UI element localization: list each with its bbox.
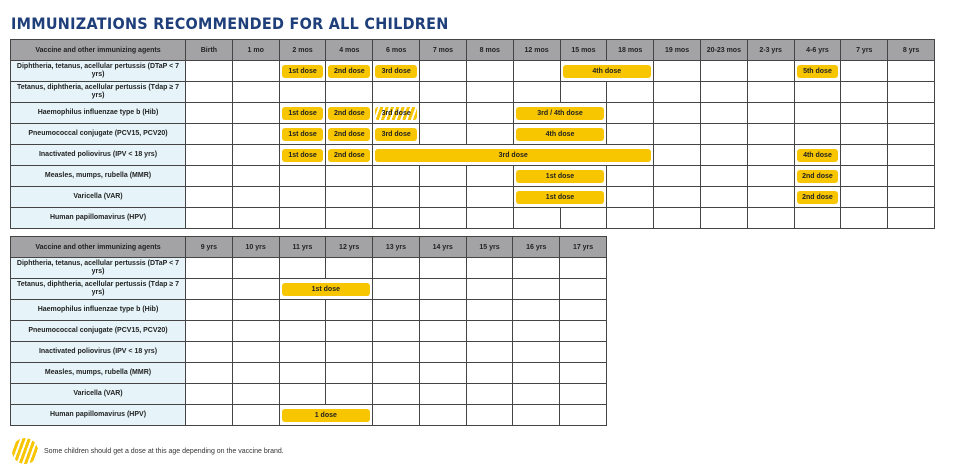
empty-cell (186, 124, 233, 145)
empty-cell (841, 145, 888, 166)
vaccine-name: Inactivated poliovirus (IPV < 18 yrs) (11, 342, 186, 363)
empty-cell (186, 279, 233, 300)
empty-cell (279, 166, 326, 187)
empty-cell (513, 363, 560, 384)
empty-cell (419, 384, 466, 405)
brand-dependent-dose-bar: 3rd dose (375, 107, 417, 120)
empty-cell (279, 300, 326, 321)
empty-cell (186, 363, 233, 384)
empty-cell (186, 405, 233, 426)
dose-cell (326, 103, 373, 124)
vaccine-name: Pneumococcal conjugate (PCV15, PCV20) (11, 124, 186, 145)
table-row (11, 279, 607, 300)
empty-cell (607, 82, 654, 103)
empty-cell (888, 103, 935, 124)
dose-bar: 5th dose (797, 65, 839, 78)
empty-cell (654, 124, 701, 145)
empty-cell (700, 145, 747, 166)
page-title: IMMUNIZATIONS RECOMMENDED FOR ALL CHILDREN (11, 14, 449, 33)
empty-cell (186, 321, 233, 342)
empty-cell (654, 82, 701, 103)
age-column-header: 14 yrs (419, 237, 466, 258)
dose-cell (513, 103, 607, 124)
age-column-header: 8 mos (466, 40, 513, 61)
empty-cell (373, 300, 420, 321)
empty-cell (560, 300, 607, 321)
empty-cell (654, 166, 701, 187)
vaccine-name: Varicella (VAR) (11, 384, 186, 405)
empty-cell (279, 82, 326, 103)
dose-cell (560, 61, 654, 82)
empty-cell (513, 279, 560, 300)
empty-cell (186, 300, 233, 321)
empty-cell (466, 321, 513, 342)
table-row (11, 124, 935, 145)
table-row (11, 363, 607, 384)
age-column-header: 9 yrs (186, 237, 233, 258)
empty-cell (232, 187, 279, 208)
table-row (11, 321, 607, 342)
empty-cell (560, 405, 607, 426)
dose-bar: 2nd dose (328, 128, 370, 141)
empty-cell (888, 145, 935, 166)
empty-cell (326, 166, 373, 187)
empty-cell (420, 208, 467, 229)
vaccine-name: Inactivated poliovirus (IPV < 18 yrs) (11, 145, 186, 166)
empty-cell (794, 124, 841, 145)
age-column-header: 8 yrs (888, 40, 935, 61)
dose-bar: 2nd dose (797, 191, 839, 204)
dose-bar: 3rd dose (375, 128, 417, 141)
empty-cell (419, 342, 466, 363)
vaccine-name: Pneumococcal conjugate (PCV15, PCV20) (11, 321, 186, 342)
empty-cell (700, 61, 747, 82)
vaccine-name: Haemophilus influenzae type b (Hib) (11, 103, 186, 124)
empty-cell (186, 258, 233, 279)
empty-cell (326, 384, 373, 405)
empty-cell (466, 258, 513, 279)
empty-cell (888, 166, 935, 187)
empty-cell (466, 363, 513, 384)
vaccine-name: Human papillomavirus (HPV) (11, 208, 186, 229)
empty-cell (279, 384, 326, 405)
dose-cell (373, 145, 654, 166)
empty-cell (419, 258, 466, 279)
table-row (11, 384, 607, 405)
table-row (11, 61, 935, 82)
empty-cell (326, 82, 373, 103)
empty-cell (607, 166, 654, 187)
empty-cell (232, 145, 279, 166)
table-row (11, 258, 607, 279)
table-row (11, 82, 935, 103)
empty-cell (326, 258, 373, 279)
dose-bar: 4th dose (563, 65, 652, 78)
empty-cell (513, 258, 560, 279)
immunization-table-9-to-17 (10, 236, 607, 426)
legend-text: Some children should get a dose at this age depending on the vaccine brand. (44, 447, 284, 455)
empty-cell (560, 258, 607, 279)
empty-cell (420, 166, 467, 187)
table-row (11, 103, 935, 124)
dose-cell (326, 124, 373, 145)
dose-cell (513, 124, 607, 145)
empty-cell (186, 342, 233, 363)
empty-cell (279, 321, 326, 342)
empty-cell (186, 61, 233, 82)
empty-cell (326, 321, 373, 342)
empty-cell (186, 82, 233, 103)
empty-cell (513, 300, 560, 321)
empty-cell (419, 405, 466, 426)
empty-cell (607, 208, 654, 229)
empty-cell (232, 363, 279, 384)
empty-cell (419, 300, 466, 321)
dose-bar: 3rd dose (375, 65, 417, 78)
empty-cell (700, 82, 747, 103)
dose-bar: 3rd / 4th dose (516, 107, 605, 120)
dose-cell (373, 61, 420, 82)
vaccine-name: Measles, mumps, rubella (MMR) (11, 166, 186, 187)
empty-cell (794, 103, 841, 124)
age-column-header: 7 mos (420, 40, 467, 61)
empty-cell (841, 187, 888, 208)
table-row (11, 145, 935, 166)
empty-cell (232, 61, 279, 82)
empty-cell (560, 342, 607, 363)
empty-cell (841, 61, 888, 82)
empty-cell (373, 82, 420, 103)
age-column-header: 2 mos (279, 40, 326, 61)
empty-cell (513, 384, 560, 405)
vaccine-name: Haemophilus influenzae type b (Hib) (11, 300, 186, 321)
dose-cell (279, 145, 326, 166)
age-column-header: 15 yrs (466, 237, 513, 258)
empty-cell (466, 279, 513, 300)
age-column-header: 19 mos (654, 40, 701, 61)
age-column-header: 20-23 mos (700, 40, 747, 61)
legend (12, 438, 284, 464)
empty-cell (747, 61, 794, 82)
empty-cell (186, 384, 233, 405)
empty-cell (841, 103, 888, 124)
empty-cell (420, 124, 467, 145)
empty-cell (700, 208, 747, 229)
table-row (11, 405, 607, 426)
dose-cell (279, 103, 326, 124)
dose-bar: 2nd dose (328, 65, 370, 78)
empty-cell (373, 384, 420, 405)
empty-cell (373, 258, 420, 279)
dose-bar: 1st dose (282, 149, 324, 162)
vaccine-name: Measles, mumps, rubella (MMR) (11, 363, 186, 384)
table-row (11, 342, 607, 363)
empty-cell (326, 363, 373, 384)
age-column-header: 12 yrs (326, 237, 373, 258)
empty-cell (466, 103, 513, 124)
empty-cell (700, 187, 747, 208)
dose-bar: 1st dose (516, 170, 605, 183)
empty-cell (513, 208, 560, 229)
empty-cell (513, 342, 560, 363)
empty-cell (232, 258, 279, 279)
empty-cell (419, 321, 466, 342)
dose-bar: 3rd dose (375, 149, 651, 162)
table-row (11, 300, 607, 321)
empty-cell (560, 279, 607, 300)
empty-cell (419, 363, 466, 384)
dose-cell (326, 61, 373, 82)
dose-cell (794, 61, 841, 82)
empty-cell (232, 342, 279, 363)
empty-cell (560, 208, 607, 229)
dose-bar: 1st dose (282, 283, 371, 296)
empty-cell (232, 405, 279, 426)
empty-cell (232, 103, 279, 124)
vaccine-column-header: Vaccine and other immunizing agents (11, 40, 186, 61)
empty-cell (654, 103, 701, 124)
empty-cell (607, 124, 654, 145)
dose-bar: 4th dose (516, 128, 605, 141)
empty-cell (560, 321, 607, 342)
empty-cell (841, 208, 888, 229)
dose-bar: 4th dose (797, 149, 839, 162)
empty-cell (841, 124, 888, 145)
empty-cell (186, 166, 233, 187)
empty-cell (186, 103, 233, 124)
empty-cell (607, 103, 654, 124)
empty-cell (747, 82, 794, 103)
age-column-header: 11 yrs (279, 237, 326, 258)
age-column-header: 6 mos (373, 40, 420, 61)
empty-cell (232, 300, 279, 321)
striped-dose-icon (12, 438, 38, 464)
empty-cell (654, 208, 701, 229)
table-row (11, 187, 935, 208)
vaccine-name: Human papillomavirus (HPV) (11, 405, 186, 426)
dose-bar: 1st dose (282, 128, 324, 141)
dose-cell (794, 187, 841, 208)
empty-cell (700, 166, 747, 187)
dose-bar: 1 dose (282, 409, 371, 422)
dose-bar: 2nd dose (797, 170, 839, 183)
vaccine-column-header: Vaccine and other immunizing agents (11, 237, 186, 258)
empty-cell (888, 208, 935, 229)
dose-cell (373, 103, 420, 124)
empty-cell (326, 187, 373, 208)
age-column-header: 13 yrs (373, 237, 420, 258)
age-column-header: 7 yrs (841, 40, 888, 61)
empty-cell (279, 363, 326, 384)
empty-cell (466, 384, 513, 405)
empty-cell (747, 145, 794, 166)
age-column-header: 4 mos (326, 40, 373, 61)
empty-cell (560, 82, 607, 103)
empty-cell (186, 208, 233, 229)
empty-cell (466, 124, 513, 145)
age-column-header: 17 yrs (560, 237, 607, 258)
empty-cell (373, 187, 420, 208)
empty-cell (420, 103, 467, 124)
empty-cell (279, 187, 326, 208)
dose-bar: 1st dose (282, 107, 324, 120)
empty-cell (279, 258, 326, 279)
empty-cell (841, 82, 888, 103)
age-column-header: 15 mos (560, 40, 607, 61)
dose-cell (794, 145, 841, 166)
empty-cell (232, 166, 279, 187)
empty-cell (466, 208, 513, 229)
empty-cell (794, 208, 841, 229)
empty-cell (419, 279, 466, 300)
dose-bar: 2nd dose (328, 107, 370, 120)
dose-cell (513, 187, 607, 208)
empty-cell (326, 342, 373, 363)
table-row (11, 208, 935, 229)
empty-cell (186, 187, 233, 208)
dose-cell (326, 145, 373, 166)
empty-cell (607, 187, 654, 208)
empty-cell (279, 342, 326, 363)
age-column-header: 4-6 yrs (794, 40, 841, 61)
empty-cell (654, 145, 701, 166)
empty-cell (513, 405, 560, 426)
empty-cell (466, 82, 513, 103)
empty-cell (747, 208, 794, 229)
immunization-table-birth-to-8 (10, 39, 935, 229)
empty-cell (747, 187, 794, 208)
empty-cell (420, 61, 467, 82)
empty-cell (513, 61, 560, 82)
dose-cell (279, 405, 373, 426)
dose-cell (279, 61, 326, 82)
empty-cell (466, 405, 513, 426)
empty-cell (700, 124, 747, 145)
empty-cell (373, 166, 420, 187)
dose-bar: 1st dose (516, 191, 605, 204)
empty-cell (326, 300, 373, 321)
empty-cell (700, 103, 747, 124)
empty-cell (420, 187, 467, 208)
age-column-header: 2-3 yrs (747, 40, 794, 61)
empty-cell (888, 187, 935, 208)
empty-cell (373, 363, 420, 384)
empty-cell (232, 321, 279, 342)
vaccine-name: Tetanus, diphtheria, acellular pertussis (Tdap ≥ 7 yrs) (11, 82, 186, 103)
empty-cell (560, 363, 607, 384)
dose-bar: 1st dose (282, 65, 324, 78)
empty-cell (186, 145, 233, 166)
empty-cell (747, 124, 794, 145)
empty-cell (326, 208, 373, 229)
empty-cell (560, 384, 607, 405)
dose-cell (279, 279, 373, 300)
empty-cell (373, 405, 420, 426)
empty-cell (232, 124, 279, 145)
age-column-header: 12 mos (513, 40, 560, 61)
age-column-header: 16 yrs (513, 237, 560, 258)
empty-cell (794, 82, 841, 103)
dose-cell (279, 124, 326, 145)
empty-cell (466, 342, 513, 363)
age-column-header: Birth (186, 40, 233, 61)
empty-cell (232, 208, 279, 229)
empty-cell (373, 279, 420, 300)
empty-cell (373, 342, 420, 363)
empty-cell (373, 208, 420, 229)
empty-cell (373, 321, 420, 342)
dose-cell (513, 166, 607, 187)
age-column-header: 10 yrs (232, 237, 279, 258)
empty-cell (466, 300, 513, 321)
empty-cell (466, 187, 513, 208)
vaccine-name: Diphtheria, tetanus, acellular pertussis (DTaP < 7 yrs) (11, 258, 186, 279)
empty-cell (888, 124, 935, 145)
age-column-header: 1 mo (232, 40, 279, 61)
empty-cell (513, 82, 560, 103)
empty-cell (232, 82, 279, 103)
vaccine-name: Diphtheria, tetanus, acellular pertussis (DTaP < 7 yrs) (11, 61, 186, 82)
empty-cell (420, 82, 467, 103)
vaccine-name: Varicella (VAR) (11, 187, 186, 208)
empty-cell (654, 61, 701, 82)
dose-bar: 2nd dose (328, 149, 370, 162)
empty-cell (466, 166, 513, 187)
empty-cell (232, 384, 279, 405)
vaccine-name: Tetanus, diphtheria, acellular pertussis (Tdap ≥ 7 yrs) (11, 279, 186, 300)
empty-cell (466, 61, 513, 82)
dose-cell (794, 166, 841, 187)
age-column-header: 18 mos (607, 40, 654, 61)
table-row (11, 166, 935, 187)
empty-cell (747, 103, 794, 124)
empty-cell (888, 61, 935, 82)
empty-cell (888, 82, 935, 103)
empty-cell (232, 279, 279, 300)
dose-cell (373, 124, 420, 145)
empty-cell (747, 166, 794, 187)
empty-cell (279, 208, 326, 229)
empty-cell (654, 187, 701, 208)
empty-cell (841, 166, 888, 187)
empty-cell (513, 321, 560, 342)
